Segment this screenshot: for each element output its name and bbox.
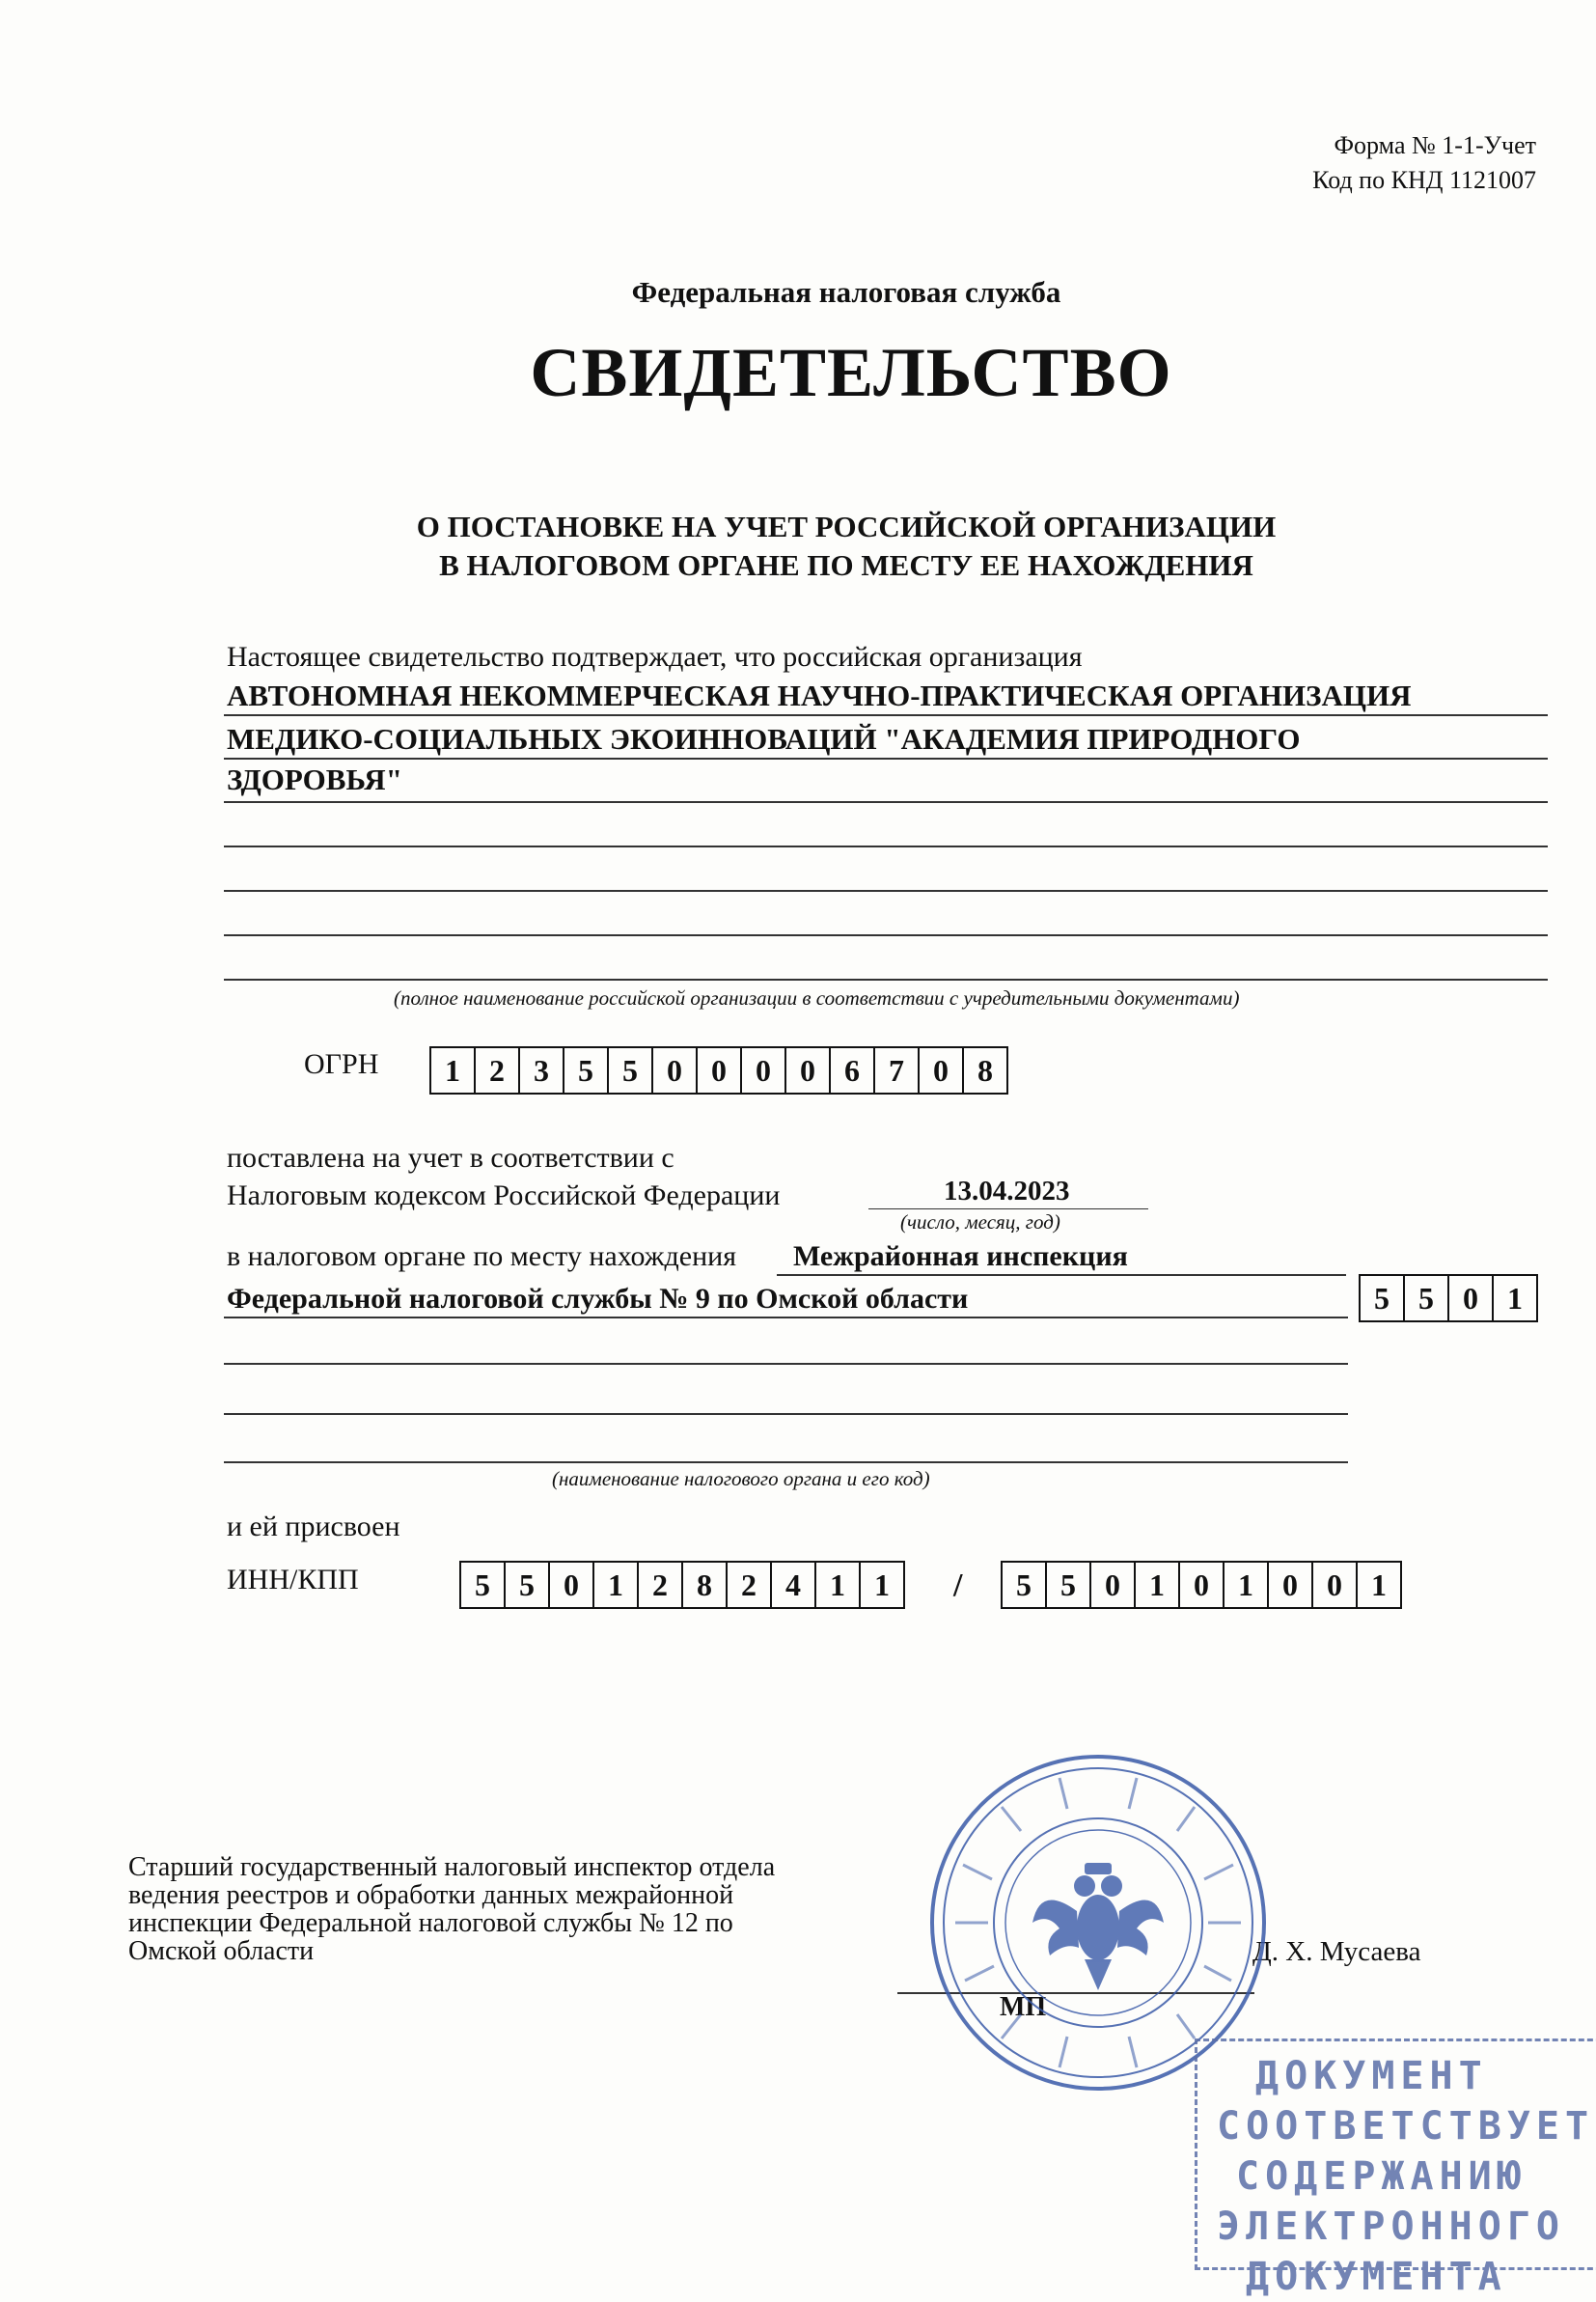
authority-rule-4 xyxy=(224,1413,1348,1415)
ogrn-cells xyxy=(429,1046,1008,1095)
document-title: СВИДЕТЕЛЬСТВО xyxy=(530,334,1172,411)
signatory-line-1: Старший государственный налоговый инспектор отдела xyxy=(128,1852,776,1882)
knd-code: Код по КНД 1121007 xyxy=(1312,166,1536,194)
authority-rule-3 xyxy=(224,1363,1348,1365)
kpp-digit: 5 xyxy=(1047,1563,1091,1607)
authority-rule-5 xyxy=(224,1461,1348,1463)
org-rule-5 xyxy=(224,890,1548,892)
kpp-digit: 0 xyxy=(1269,1563,1313,1607)
authority-prefix: в налоговом органе по месту нахождения xyxy=(227,1240,737,1272)
date-caption: (число, месяц, год) xyxy=(900,1210,1060,1234)
ogrn-digit: 6 xyxy=(831,1048,875,1093)
inn-kpp-separator: / xyxy=(953,1567,963,1603)
kpp-digit: 1 xyxy=(1136,1563,1180,1607)
org-rule-6 xyxy=(224,934,1548,936)
inn-digit: 1 xyxy=(594,1563,639,1607)
authority-line-2: Федеральной налоговой службы № 9 по Омской области xyxy=(227,1283,969,1315)
org-caption: (полное наименование российской организации в соответствии с учредительными документами) xyxy=(394,986,1240,1010)
inn-digit: 1 xyxy=(816,1563,861,1607)
ogrn-digit: 0 xyxy=(653,1048,698,1093)
assigned-label: и ей присвоен xyxy=(227,1511,400,1542)
conformity-line-3: СОДЕРЖАНИЮ xyxy=(1236,2154,1527,2199)
authority-code-cells xyxy=(1359,1274,1538,1322)
ogrn-digit: 1 xyxy=(431,1048,476,1093)
kpp-cells xyxy=(1001,1561,1402,1609)
org-name-line-2: МЕДИКО-СОЦИАЛЬНЫХ ЭКОИННОВАЦИЙ "АКАДЕМИЯ ПРИРОДНОГО xyxy=(227,722,1301,756)
conformity-line-4: ЭЛЕКТРОННОГО xyxy=(1217,2205,1565,2249)
ogrn-digit: 3 xyxy=(520,1048,564,1093)
subtitle-line-1: О ПОСТАНОВКЕ НА УЧЕТ РОССИЙСКОЙ ОРГАНИЗАЦИИ xyxy=(416,510,1277,543)
conformity-line-2: СООТВЕТСТВУЕТ xyxy=(1217,2104,1595,2149)
authority-line-1: Межрайонная инспекция xyxy=(793,1240,1128,1272)
ogrn-digit: 8 xyxy=(977,1052,993,1088)
inn-kpp-label: ИНН/КПП xyxy=(227,1564,359,1595)
inn-digit: 4 xyxy=(772,1563,816,1607)
authority-rule-1 xyxy=(777,1274,1346,1276)
ogrn-digit: 0 xyxy=(698,1048,742,1093)
authority-code-digit: 5 xyxy=(1405,1276,1449,1320)
ogrn-label: ОГРН xyxy=(304,1048,379,1080)
ogrn-digit: 0 xyxy=(786,1048,831,1093)
authority-code-digit: 5 xyxy=(1361,1276,1405,1320)
ogrn-digit: 2 xyxy=(476,1048,520,1093)
org-rule-4 xyxy=(224,846,1548,847)
kpp-digit: 0 xyxy=(1091,1563,1136,1607)
authority-code-digit: 1 xyxy=(1507,1280,1523,1316)
agency-name: Федеральная налоговая служба xyxy=(631,275,1061,309)
signatory-name: Д. Х. Мусаева xyxy=(1252,1936,1421,1967)
conformity-line-5: ДОКУМЕНТА xyxy=(1246,2255,1507,2299)
conformity-stamp xyxy=(1195,2039,1596,2299)
inn-digit: 2 xyxy=(728,1563,772,1607)
inn-cells xyxy=(459,1561,905,1609)
registration-line-1: поставлена на учет в соответствии с xyxy=(227,1142,674,1174)
inn-digit: 2 xyxy=(639,1563,683,1607)
registration-line-2: Налоговым кодексом Российской Федерации xyxy=(227,1179,781,1211)
ogrn-digit: 0 xyxy=(742,1048,786,1093)
subtitle-line-2: В НАЛОГОВОМ ОРГАНЕ ПО МЕСТУ ЕЕ НАХОЖДЕНИЯ xyxy=(439,548,1253,582)
ogrn-digit: 0 xyxy=(920,1048,964,1093)
authority-code-digit: 0 xyxy=(1449,1276,1494,1320)
authority-rule-2 xyxy=(224,1317,1348,1318)
org-rule-2 xyxy=(224,758,1548,760)
org-name-line-3: ЗДОРОВЬЯ" xyxy=(227,763,402,796)
kpp-digit: 5 xyxy=(1003,1563,1047,1607)
inn-digit: 5 xyxy=(461,1563,506,1607)
conformity-line-1: ДОКУМЕНТ xyxy=(1255,2054,1488,2098)
signatory-title xyxy=(128,1853,775,1965)
signatory-line-2: ведения реестров и обработки данных межрайонной xyxy=(128,1880,734,1910)
kpp-digit: 1 xyxy=(1225,1563,1269,1607)
registration-date: 13.04.2023 xyxy=(944,1176,1070,1206)
kpp-digit: 0 xyxy=(1313,1563,1358,1607)
signatory-line-3: инспекции Федеральной налоговой службы № 12 по xyxy=(128,1908,733,1938)
org-rule-1 xyxy=(224,714,1548,716)
date-rule xyxy=(868,1208,1148,1209)
signatory-line-4: Омской области xyxy=(128,1936,315,1966)
org-name-line-1: АВТОНОМНАЯ НЕКОММЕРЧЕСКАЯ НАУЧНО-ПРАКТИЧЕСКАЯ ОРГАНИЗАЦИЯ xyxy=(227,679,1412,712)
intro-text: Настоящее свидетельство подтверждает, что российская организация xyxy=(227,641,1083,673)
form-number: Форма № 1-1-Учет xyxy=(1334,131,1536,159)
eagle-emblem-icon xyxy=(1032,1863,1164,1990)
ogrn-digit: 7 xyxy=(875,1048,920,1093)
org-rule-7 xyxy=(224,979,1548,981)
kpp-digit: 0 xyxy=(1180,1563,1225,1607)
kpp-digit: 1 xyxy=(1371,1567,1387,1602)
authority-caption: (наименование налогового органа и его код) xyxy=(552,1467,930,1490)
org-rule-3 xyxy=(224,801,1548,803)
inn-digit: 0 xyxy=(550,1563,594,1607)
inn-digit: 5 xyxy=(506,1563,550,1607)
ogrn-digit: 5 xyxy=(609,1048,653,1093)
form-header xyxy=(1312,128,1536,198)
inn-digit: 8 xyxy=(683,1563,728,1607)
ogrn-digit: 5 xyxy=(564,1048,609,1093)
inn-digit: 1 xyxy=(874,1567,890,1602)
mp-mark: МП xyxy=(1000,1992,1047,2022)
